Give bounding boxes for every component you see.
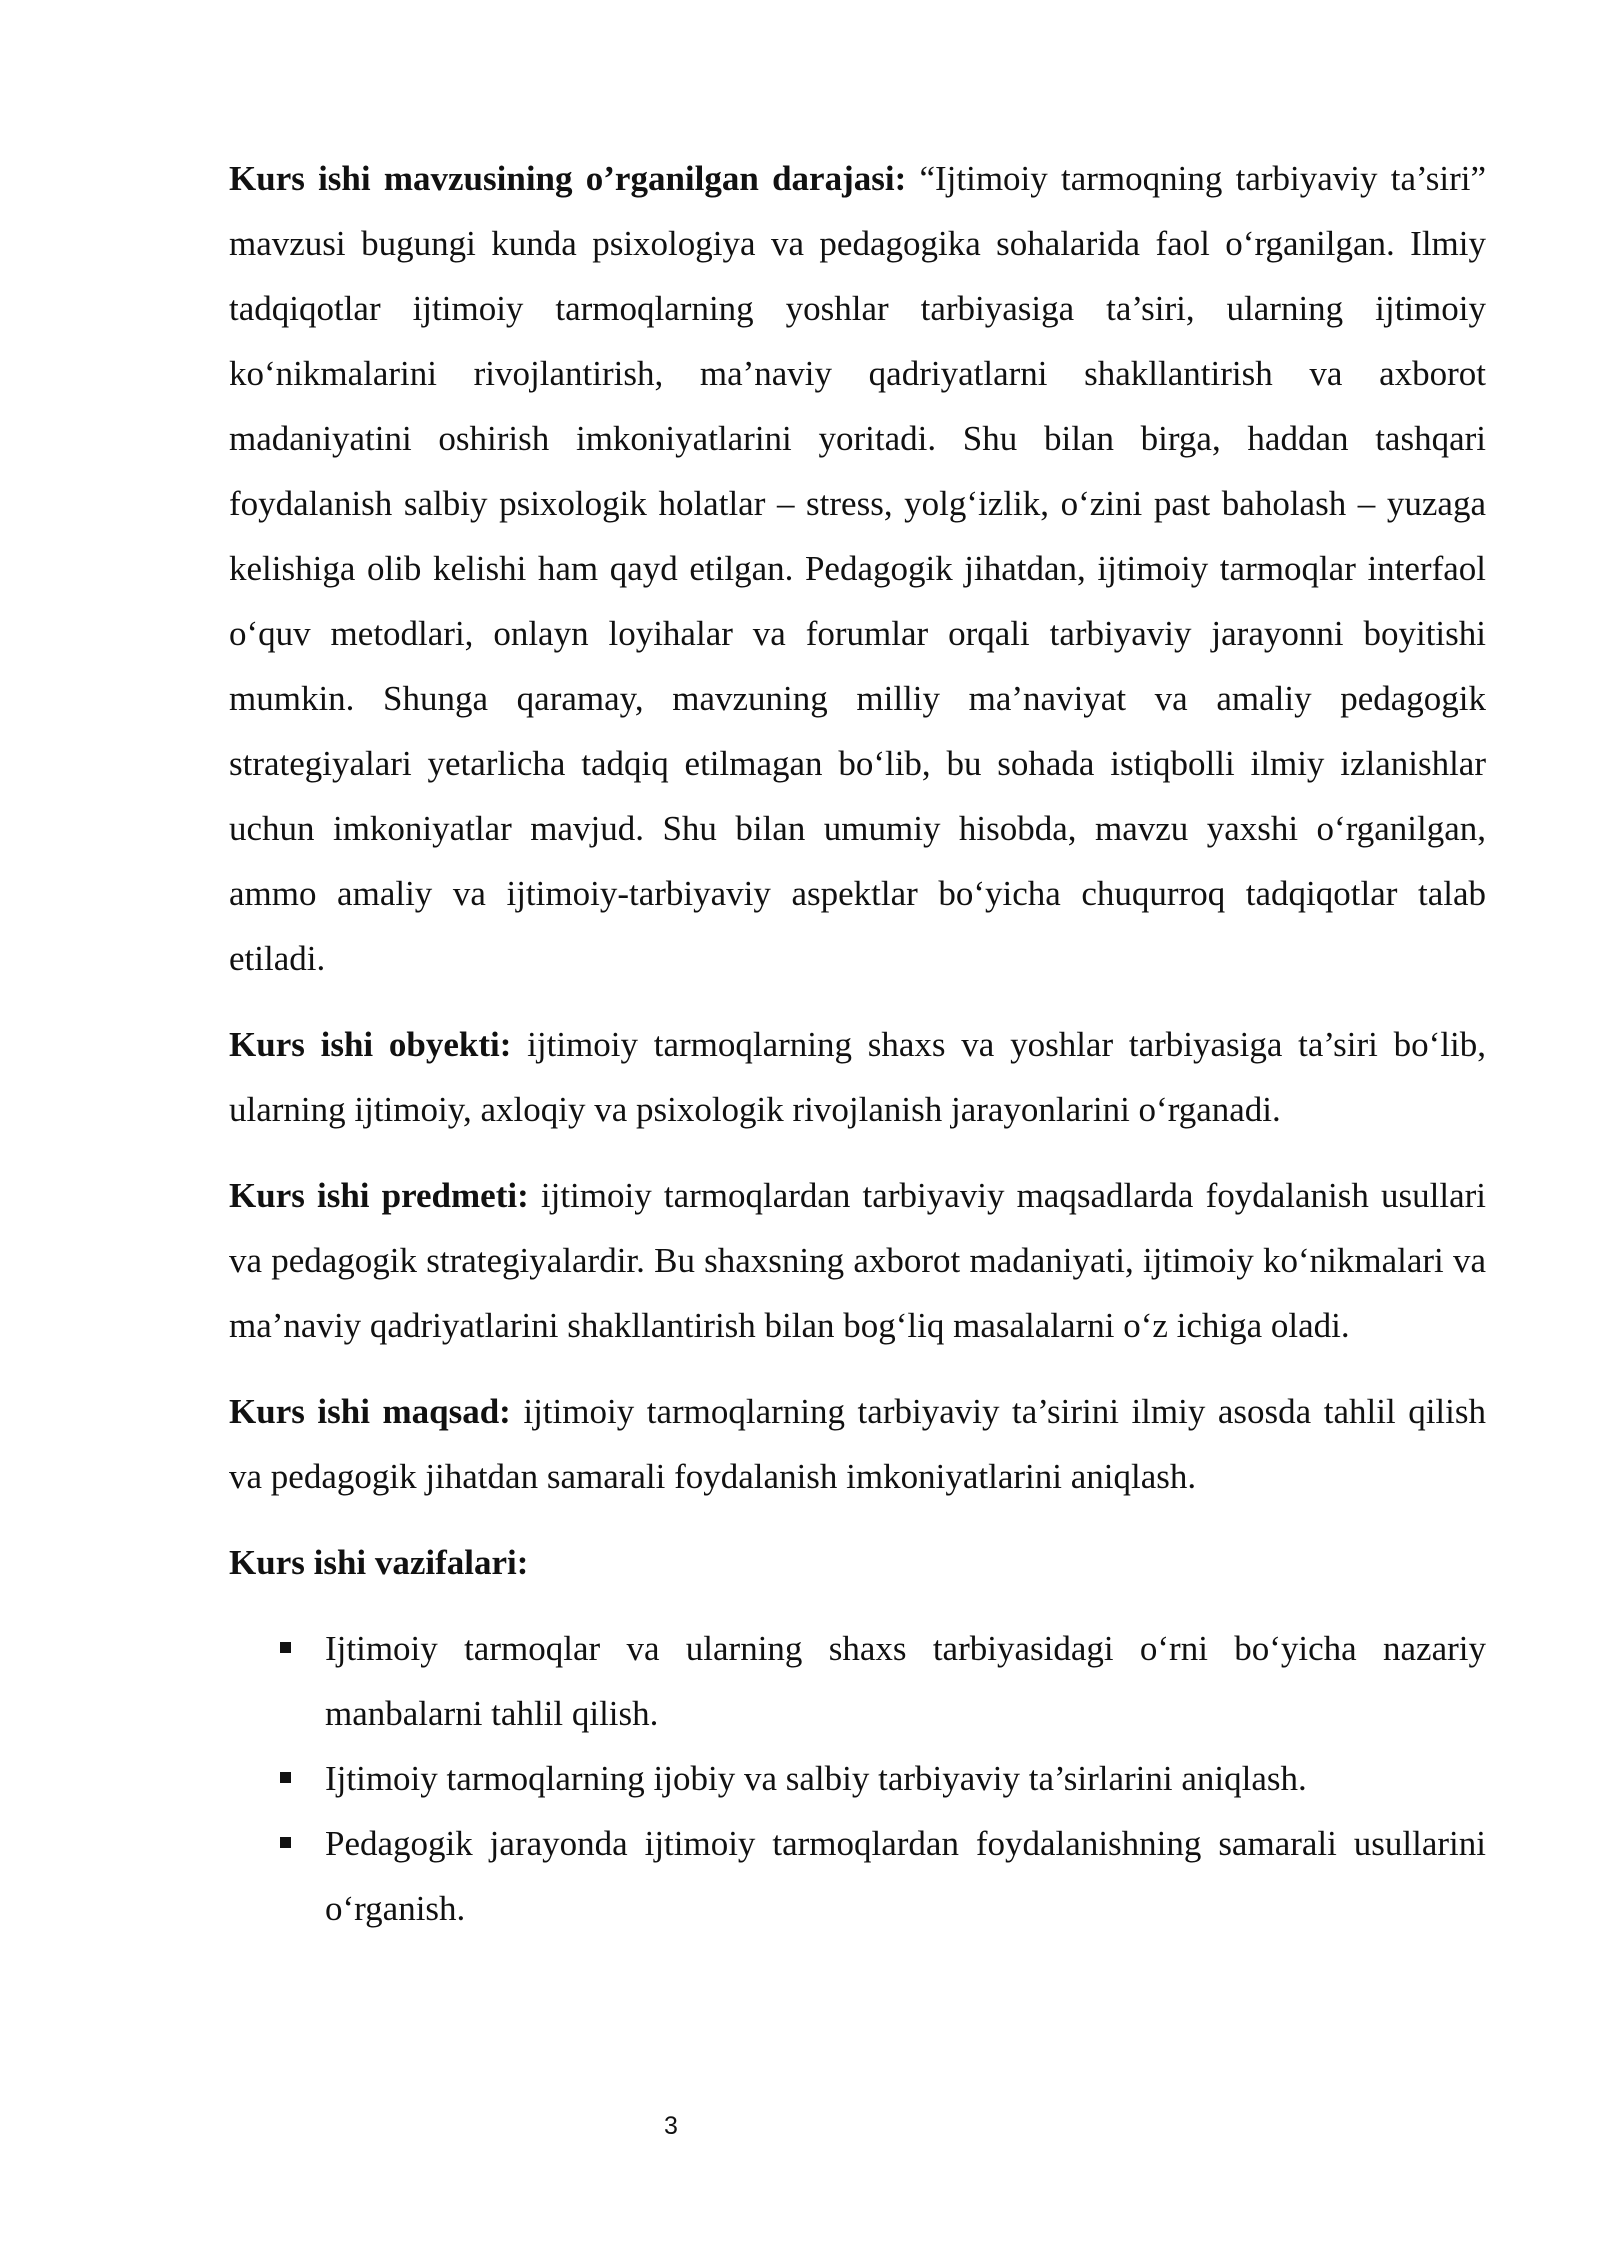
paragraph-text: “Ijtimoiy tarmoqning tarbiyaviy ta’siri” mavzusi bugungi kunda psixologiya va pedagogika sohalarida faol oʻrganilgan. Ilmiy tadqiqotlar ijtimoiy tarmoqlarning yoshlar tarbiyasiga ta’siri, ularning ijtimoiy koʻnikmalarini rivojlantirish, ma’naviy qadriyatlarni shakllantirish va axborot madaniyatini oshirish imkoniyatlarini yoritadi. Shu bilan birga, haddan tashqari foydalanish salbiy psixologik holatlar – stress, yolgʻizlik, oʻzini past baholash – yuzaga kelishiga olib kelishi ham qayd etilgan. Pedagogik jihatdan, ijtimoiy tarmoqlar interfaol oʻquv metodlari, onlayn loyihalar va forumlar orqali tarbiyaviy jarayonni boyitishi mumkin. Shunga qaramay, mavzuning milliy ma’naviyat va amaliy pedagogik strategiyalari yetarlicha tadqiq etilmagan boʻlib, bu sohada istiqbolli ilmiy izlanishlar uchun imkoniyatlar mavjud. Shu bilan umumiy hisobda, mavzu yaxshi oʻrganilgan, ammo amaliy va ijtimoiy-tarbiyaviy aspektlar boʻyicha chuqurroq tadqiqotlar talab etiladi. <box>229 159 1486 978</box>
paragraph-lead: Kurs ishi obyekti: <box>229 1025 512 1064</box>
list-item <box>229 1746 1486 1811</box>
paragraph-text: ijtimoiy tarmoqlarning tarbiyaviy ta’sirini ilmiy asosda tahlil qilish va pedagogik jihatdan samarali foydalanish imkoniyatlarini aniqlash. <box>229 1392 1486 1496</box>
paragraph-lead: Kurs ishi mavzusining o’rganilgan darajasi: <box>229 159 907 198</box>
square-bullet-icon <box>280 1772 291 1783</box>
list-item-text: Pedagogik jarayonda ijtimoiy tarmoqlardan foydalanishning samarali usullarini oʻrganish. <box>325 1824 1486 1928</box>
paragraph-lead: Kurs ishi predmeti: <box>229 1176 529 1215</box>
paragraph-lead: Kurs ishi maqsad: <box>229 1392 511 1431</box>
paragraph-text: ijtimoiy tarmoqlardan tarbiyaviy maqsadlarda foydalanish usullari va pedagogik strategiyalardir. Bu shaxsning axborot madaniyati, ijtimoiy koʻnikmalari va ma’naviy qadriyatlarini shakllantirish bilan bogʻliq masalalarni oʻz ichiga oladi. <box>229 1176 1486 1345</box>
list-item-text: Ijtimoiy tarmoqlarning ijobiy va salbiy tarbiyaviy ta’sirlarini aniqlash. <box>325 1759 1307 1798</box>
square-bullet-icon <box>280 1642 291 1653</box>
paragraph-object <box>229 1012 1486 1142</box>
square-bullet-icon <box>280 1837 291 1848</box>
paragraph-subject <box>229 1163 1486 1358</box>
page-number: 3 <box>664 2112 678 2140</box>
list-item <box>229 1811 1486 1941</box>
tasks-list <box>229 1616 1486 1941</box>
tasks-heading: Kurs ishi vazifalari: <box>229 1543 529 1582</box>
paragraph-goal <box>229 1379 1486 1509</box>
paragraph-text: ijtimoiy tarmoqlarning shaxs va yoshlar tarbiyasiga ta’siri boʻlib, ularning ijtimoiy, axloqiy va psixologik rivojlanish jarayonlarini oʻrganadi. <box>229 1025 1486 1129</box>
list-item-text: Ijtimoiy tarmoqlar va ularning shaxs tarbiyasidagi oʻrni boʻyicha nazariy manbalarni tahlil qilish. <box>325 1629 1486 1733</box>
paragraph-studied-degree <box>229 146 1486 991</box>
page-body <box>229 146 1486 1941</box>
list-item <box>229 1616 1486 1746</box>
